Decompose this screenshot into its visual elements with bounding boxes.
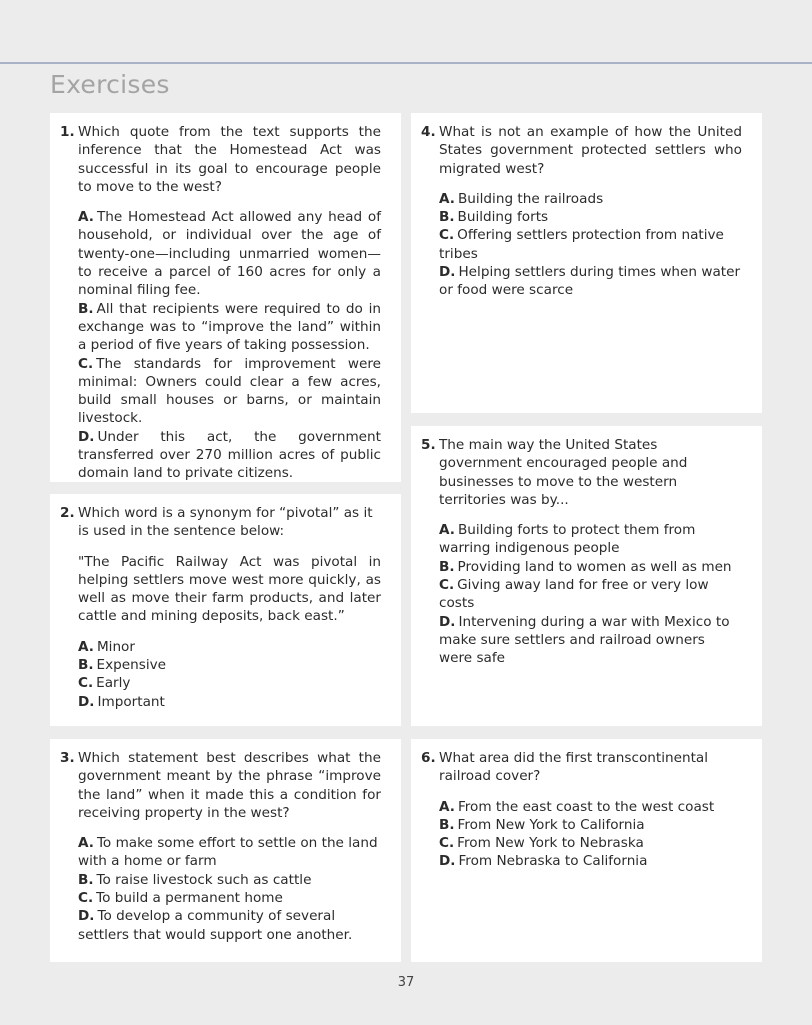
option-text: To build a permanent home (96, 890, 283, 907)
option-letter: C. (78, 890, 94, 907)
option-letter: A. (78, 835, 94, 852)
question-6 (421, 749, 742, 871)
question-2 (60, 504, 381, 711)
option-letter: C. (78, 675, 94, 692)
option-letter: A. (439, 798, 455, 815)
question-text: What is not an example of how the United States government protected settlers who migrated west? (439, 124, 742, 177)
option-text: To raise livestock such as cattle (96, 871, 312, 888)
question-card-4 (411, 113, 762, 413)
option-text: From New York to Nebraska (457, 835, 644, 852)
option-letter: D. (439, 264, 456, 281)
option-text: Important (97, 693, 165, 710)
option-letter: D. (439, 853, 456, 870)
option-letter: D. (78, 428, 95, 445)
option-letter: B. (439, 558, 455, 575)
option-letter: C. (78, 355, 94, 372)
option-text: Building forts (457, 209, 549, 226)
option-text: Early (96, 675, 131, 692)
option-b (439, 558, 742, 576)
option-d (78, 428, 381, 483)
option-text: Providing land to women as well as men (457, 558, 732, 575)
option-d (439, 852, 742, 870)
question-text: What area did the first transcontinental railroad cover? (439, 750, 709, 785)
question-4 (421, 123, 742, 300)
option-letter: C. (439, 577, 455, 594)
option-text: All that recipients were required to do in exchange was to “improve the land” within a period of five years of taking possession. (78, 300, 381, 354)
question-number: 4. (421, 124, 436, 140)
option-c (78, 674, 381, 692)
option-b (439, 208, 742, 226)
question-card-5 (411, 426, 762, 726)
option-d (439, 613, 742, 668)
question-card-3 (50, 739, 401, 962)
option-text: From New York to California (457, 816, 645, 833)
option-d (439, 263, 742, 300)
header-rule (0, 62, 812, 64)
option-letter: A. (78, 209, 94, 226)
option-text: Intervening during a war with Mexico to make sure settlers and railroad owners were safe (439, 613, 730, 667)
question-5 (421, 436, 742, 668)
option-text: Giving away land for free or very low costs (439, 577, 709, 612)
option-c (78, 889, 381, 907)
option-letter: B. (439, 209, 455, 226)
page-heading: Exercises (50, 70, 170, 99)
option-text: The standards for improvement were minimal: Owners could clear a few acres, build small houses or barns, or maintain livestock. (78, 355, 381, 427)
option-text: Building the railroads (457, 190, 604, 207)
option-b (78, 656, 381, 674)
page-number: 37 (397, 975, 415, 990)
top-margin (0, 0, 812, 62)
question-number: 1. (60, 124, 75, 140)
option-a (78, 208, 381, 299)
question-text: Which word is a synonym for “pivotal” as it is used in the sentence below: (78, 505, 373, 540)
option-d (78, 907, 381, 944)
option-b (78, 871, 381, 889)
question-text: Which quote from the text supports the inference that the Homestead Act was successful in its goal to encourage people to move to the west? (78, 124, 381, 195)
option-a (439, 190, 742, 208)
question-text: Which statement best describes what the government meant by the phrase “improve the land” when it made this a condition for receiving property in the west? (78, 750, 381, 821)
option-letter: B. (78, 300, 94, 317)
option-text: To develop a community of several settlers that would support one another. (78, 908, 353, 943)
option-letter: A. (439, 522, 455, 539)
option-a (78, 834, 381, 871)
option-text: To make some effort to settle on the land with a home or farm (78, 835, 378, 870)
option-letter: D. (439, 613, 456, 630)
option-text: From Nebraska to California (458, 853, 648, 870)
question-number: 2. (60, 505, 75, 521)
option-c (439, 576, 742, 613)
option-text: Under this act, the government transferred over 270 million acres of public domain land to private citizens. (78, 428, 381, 482)
option-letter: B. (439, 816, 455, 833)
question-text: The main way the United States government encouraged people and businesses to move to the western territories was by... (439, 437, 688, 508)
option-letter: B. (78, 657, 94, 674)
option-c (439, 226, 742, 263)
question-3 (60, 749, 381, 944)
option-c (78, 355, 381, 428)
option-letter: A. (78, 638, 94, 655)
question-number: 3. (60, 750, 75, 766)
question-card-6 (411, 739, 762, 962)
option-text: Helping settlers during times when water or food were scarce (439, 264, 741, 299)
option-a (439, 798, 742, 816)
option-letter: D. (78, 908, 95, 925)
option-text: Building forts to protect them from warring indigenous people (439, 522, 696, 557)
option-text: Minor (96, 638, 135, 655)
option-text: Offering settlers protection from native tribes (439, 227, 724, 262)
option-letter: B. (78, 871, 94, 888)
option-c (439, 834, 742, 852)
question-card-1 (50, 113, 401, 482)
option-letter: C. (439, 835, 455, 852)
option-b (439, 816, 742, 834)
option-text: From the east coast to the west coast (457, 798, 715, 815)
option-a (78, 638, 381, 656)
option-letter: A. (439, 190, 455, 207)
question-number: 6. (421, 750, 436, 766)
quoted-sentence: "The Pacific Railway Act was pivotal in helping settlers move west more quickly, as well as move their farm products, and later cattle and mining deposits, back east.” (78, 553, 381, 625)
question-1 (60, 123, 381, 483)
question-card-2 (50, 494, 401, 726)
option-b (78, 300, 381, 355)
option-text: The Homestead Act allowed any head of household, or individual over the age of twenty-one—including unmarried women—to receive a parcel of 160 acres for only a nominal filing fee. (78, 209, 381, 299)
option-letter: C. (439, 227, 455, 244)
option-letter: D. (78, 693, 95, 710)
option-d (78, 693, 381, 711)
question-number: 5. (421, 437, 436, 453)
option-text: Expensive (96, 657, 167, 674)
option-a (439, 521, 742, 558)
